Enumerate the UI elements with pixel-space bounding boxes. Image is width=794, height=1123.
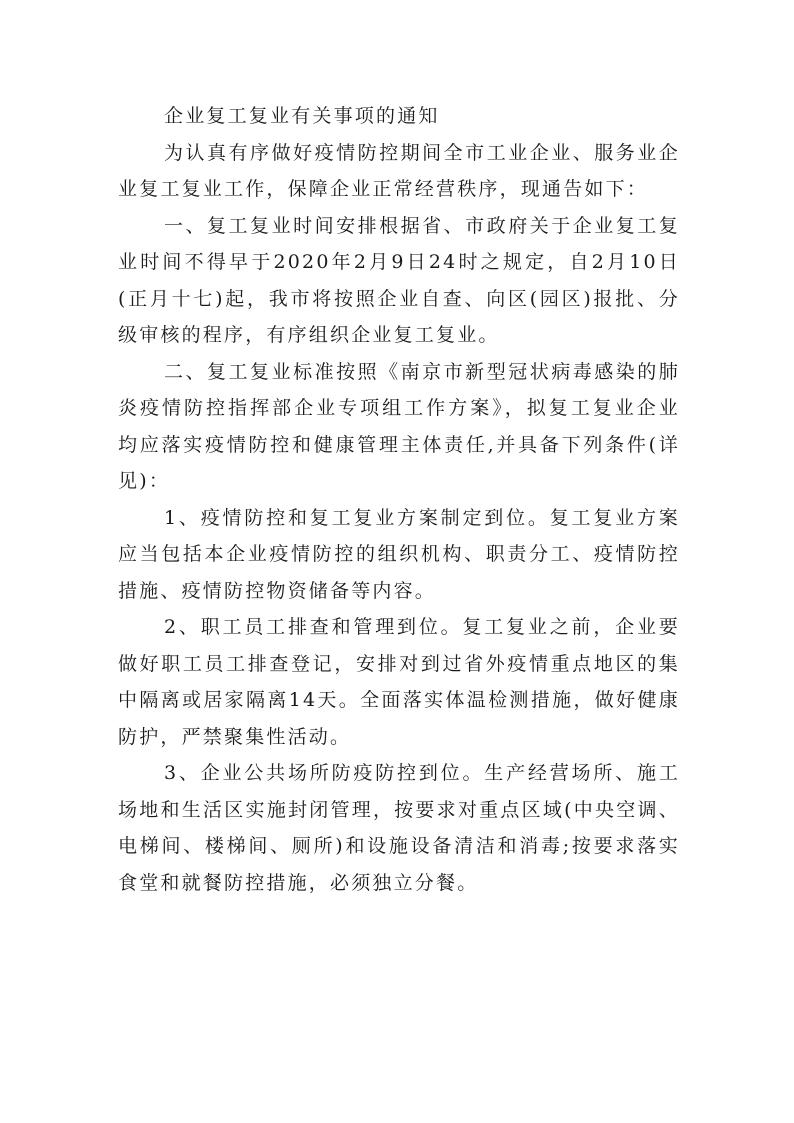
paragraph-intro: 为认真有序做好疫情防控期间全市工业企业、服务业企业复工复业工作，保障企业正常经营秩序，现通告如下： xyxy=(118,141,680,200)
document-title: 企业复工复业有关事项的通知 xyxy=(164,105,440,127)
paragraph-section-2: 二、复工复业标准按照《南京市新型冠状病毒感染的肺炎疫情防控指挥部企业专项组工作方案》，拟复工复业企业均应落实疫情防控和健康管理主体责任,并具备下列条件(详见)： xyxy=(118,360,680,492)
document-body xyxy=(118,98,680,901)
paragraph-item-3: 3、企业公共场所防疫防控到位。生产经营场所、施工场地和生活区实施封闭管理，按要求对重点区域(中央空调、电梯间、楼梯间、厕所)和设施设备清洁和消毒;按要求落实食堂和就餐防控措施，必须独立分餐。 xyxy=(118,762,680,894)
paragraph-item-1: 1、疫情防控和复工复业方案制定到位。复工复业方案应当包括本企业疫情防控的组织机构、职责分工、疫情防控措施、疫情防控物资储备等内容。 xyxy=(118,506,680,602)
paragraph-section-1: 一、复工复业时间安排根据省、市政府关于企业复工复业时间不得早于2020年2月9日24时之规定，自2月10日(正月十七)起，我市将按照企业自查、向区(园区)报批、分级审核的程序，有序组织企业复工复业。 xyxy=(118,214,680,346)
paragraph-item-2: 2、职工员工排查和管理到位。复工复业之前，企业要做好职工员工排查登记，安排对到过省外疫情重点地区的集中隔离或居家隔离14天。全面落实体温检测措施，做好健康防护，严禁聚集性活动。 xyxy=(118,616,680,748)
